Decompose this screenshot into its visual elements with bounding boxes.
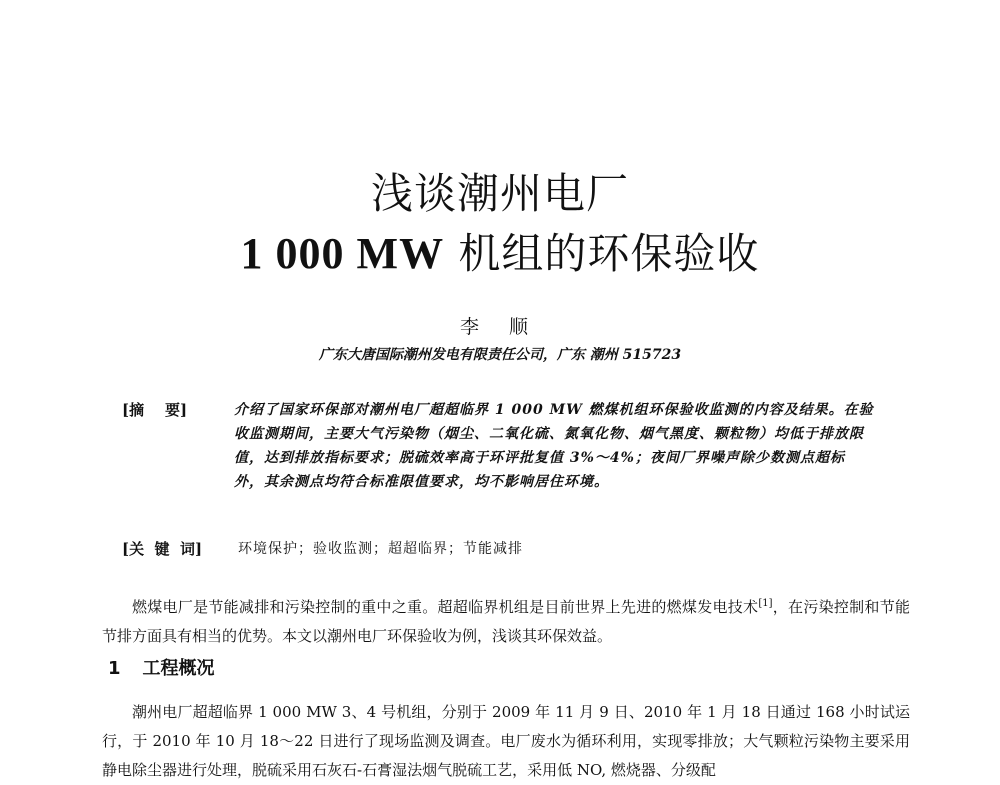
- abstract-label: [摘 要]: [122, 401, 188, 419]
- citation-ref: [1]: [758, 598, 773, 609]
- section-heading: [108, 654, 215, 680]
- keywords-label: [关 键 词]: [122, 540, 203, 558]
- intro-text-part1: 燃煤电厂是节能减排和污染控制的重中之重。超超临界机组是目前世界上先进的燃煤发电技术: [132, 598, 759, 616]
- author-name: 李 顺: [459, 316, 541, 338]
- paper-title-line1: 浅谈潮州电厂: [370, 169, 629, 218]
- title-rest: 机组的环保验收: [444, 229, 760, 278]
- author-affiliation: 广东大唐国际潮州发电有限责任公司，广东 潮州 515723: [318, 347, 682, 363]
- keywords-text: 环境保护；验收监测；超超临界；节能减排: [238, 541, 523, 557]
- intro-paragraph: [102, 589, 910, 651]
- title-capacity: 1 000 MW: [240, 229, 445, 278]
- section-number: 1: [108, 658, 121, 679]
- intro-text-part2: ，在污染控制和节能节排方面具有相当的优势。本文以潮州电厂环保验收为例，浅谈其环保效益。: [102, 598, 910, 645]
- abstract-text: 介绍了国家环保部对潮州电厂超超临界 1 000 MW 燃煤机组环保验收监测的内容及结果。在验收监测期间，主要大气污染物（烟尘、二氧化硫、氮氧化物、烟气黑度、颗粒物）均低于排放限值，达到排放指标要求；脱硫效率高于环评批复值 3%～4%；夜间厂界噪声除少数测点超标外，其余测点均符合标准限值要求，均不影响居住环境。: [234, 402, 874, 490]
- paper-title-line2: [0, 226, 1000, 282]
- section-title: 工程概况: [142, 658, 215, 679]
- section1-paragraph: 潮州电厂超超临界 1 000 MW 3、4 号机组，分别于 2009 年 11 月 9 日、2010 年 1 月 18 日通过 168 小时试运行，于 2010 年 10 月 18～22 日进行了现场监测及调查。电厂废水为循环利用，实现零排放；大气颗粒污染物主要采用静电除尘器进行处理，脱硫采用石灰石-石膏湿法烟气脱硫工艺，采用低 NO, 燃烧器、分级配: [102, 703, 910, 779]
